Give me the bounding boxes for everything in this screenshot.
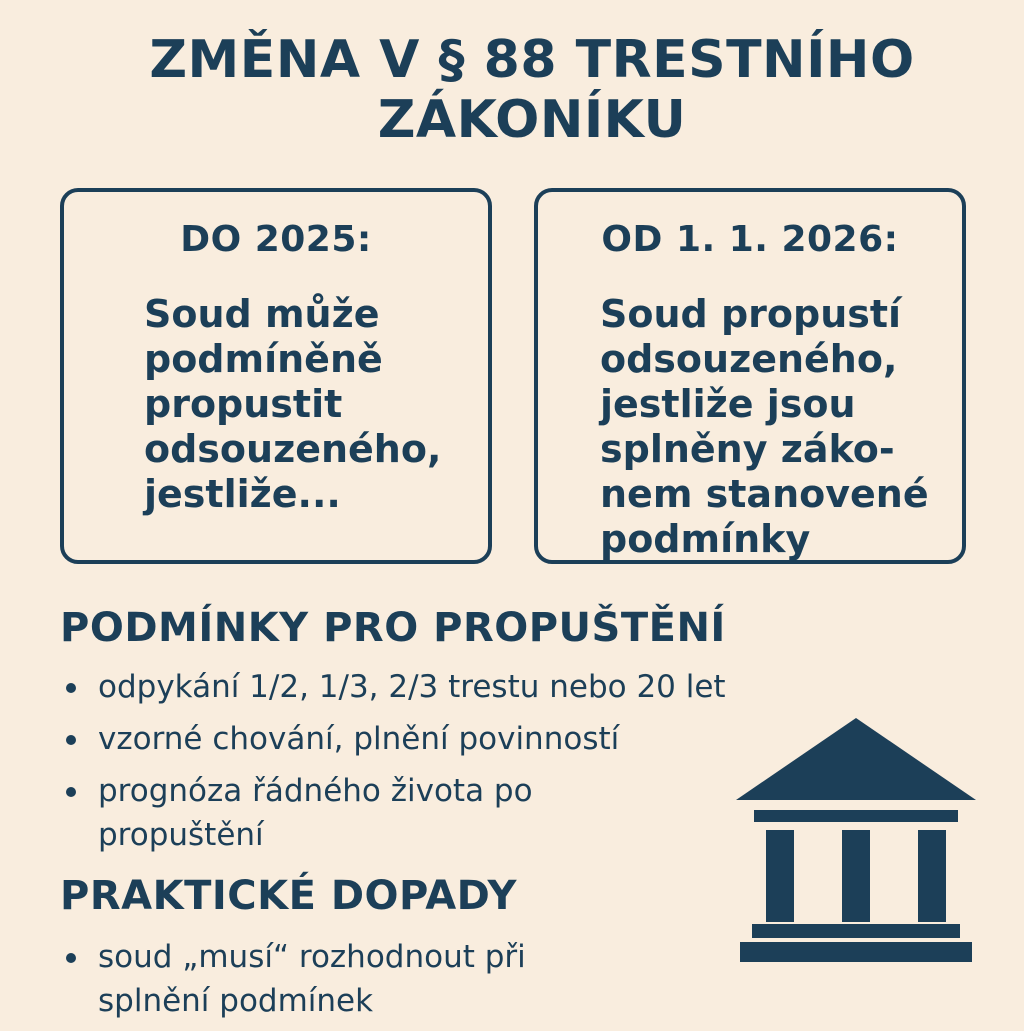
impacts-heading: PRAKTICKÉ DOPADY xyxy=(60,873,517,919)
conditions-heading: PODMÍNKY PRO PROPUŠTĚNÍ xyxy=(60,605,726,651)
list-item-text: soud „musí“ rozhodnout při xyxy=(98,939,526,975)
list-item-text: vzorné chování, plnění povinností xyxy=(98,721,620,757)
card-before-line: jestliže... xyxy=(144,472,341,516)
card-after-line: Soud propustí xyxy=(600,292,902,336)
card-after-line: odsouzeného, xyxy=(600,337,898,381)
courthouse-column xyxy=(766,830,794,922)
card-after-line: splněny záko- xyxy=(600,427,895,471)
card-before-line: Soud může xyxy=(144,292,380,336)
card-after-heading: OD 1. 1. 2026: xyxy=(601,219,899,260)
list-item xyxy=(64,665,726,709)
list-item-text: splnění podmínek xyxy=(98,983,374,1019)
list-item-text: propuštění xyxy=(98,817,264,853)
courthouse-beam xyxy=(754,810,958,822)
courthouse-step xyxy=(752,924,960,938)
courthouse-icon xyxy=(736,718,976,964)
list-item xyxy=(64,769,726,857)
list-item xyxy=(64,717,726,761)
card-after-line: nem stanovené xyxy=(600,472,929,516)
card-after-line: podmínky xyxy=(600,517,811,561)
card-before-2025 xyxy=(60,188,492,564)
list-item xyxy=(64,935,526,1023)
list-item-text: prognóza řádného života po xyxy=(98,773,533,809)
courthouse-column xyxy=(842,830,870,922)
card-before-line: propustit xyxy=(144,382,343,426)
courthouse-roof xyxy=(736,718,976,800)
card-before-line: odsouzeného, xyxy=(144,427,442,471)
card-from-2026 xyxy=(534,188,966,564)
list-item-text: odpykání 1/2, 1/3, 2/3 trestu nebo 20 let xyxy=(98,669,726,705)
courthouse-column xyxy=(918,830,946,922)
impacts-list xyxy=(64,935,526,1031)
card-before-text xyxy=(64,262,488,517)
card-before-heading: DO 2025: xyxy=(180,219,372,260)
card-after-line: jestliže jsou xyxy=(600,382,856,426)
title-line-2: ZÁKONÍKU xyxy=(377,90,687,150)
card-after-text xyxy=(538,262,962,562)
page-title xyxy=(0,30,1024,150)
courthouse-base xyxy=(740,942,972,962)
title-line-1: ZMĚNA V § 88 TRESTNÍHO xyxy=(149,30,915,90)
card-before-line: podmíněně xyxy=(144,337,383,381)
conditions-list xyxy=(64,665,726,865)
